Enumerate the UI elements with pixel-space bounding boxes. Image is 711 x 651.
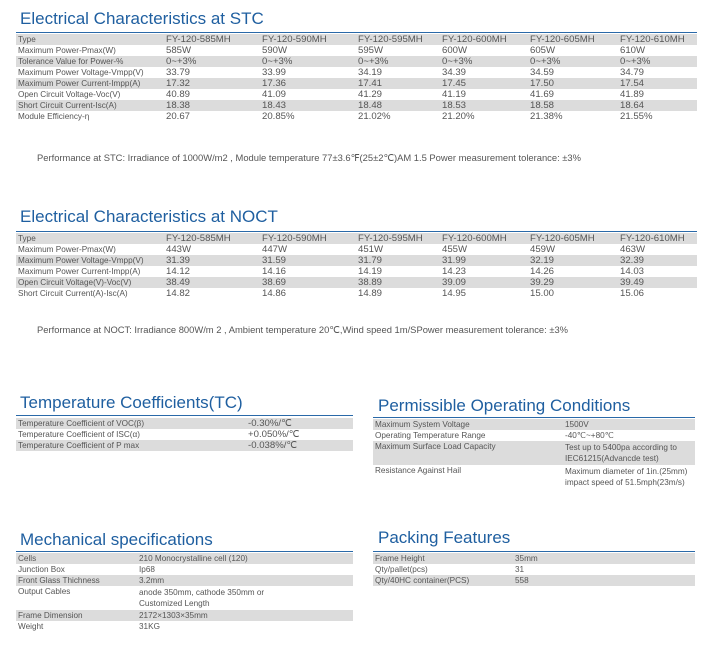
noct-header-row	[16, 233, 697, 244]
table-row	[16, 440, 353, 451]
cell-value: 14.89	[358, 288, 383, 299]
cell-value: 41.19	[442, 89, 467, 100]
cell-value: 18.43	[260, 100, 356, 111]
cell-value: anode 350mm, cathode 350mm or Customized Length	[139, 588, 265, 608]
stc-header-model: FY-120-610MH	[618, 34, 697, 45]
table-row	[16, 553, 353, 564]
stc-note: Performance at STC: Irradiance of 1000W/m2 , Module temperature 77±3.6℉(25±2℃)AM 1.5 Power measurement tolerance: ±3%	[37, 152, 581, 163]
cell-value: 33.99	[262, 67, 287, 78]
cell-value: 35mm	[513, 553, 695, 564]
oper-rule	[373, 417, 695, 418]
cell-value: Ip68	[139, 565, 155, 574]
cell-value: 17.36	[260, 78, 356, 89]
cell-value: 21.20%	[442, 111, 475, 122]
cell-value: 41.09	[262, 89, 287, 100]
cell-value: 18.48	[356, 100, 440, 111]
table-row	[373, 465, 695, 489]
cell-value: 18.58	[528, 100, 618, 111]
table-row	[16, 255, 697, 266]
cell-value: 14.12	[166, 266, 191, 277]
cell-value: 605W	[530, 45, 556, 56]
cell-value: 0~+3%	[440, 56, 528, 67]
table-row	[373, 441, 695, 465]
mech-table	[16, 553, 353, 632]
noct-header-model: FY-120-590MH	[260, 233, 356, 244]
stc-header-model: FY-120-585MH	[164, 34, 260, 45]
cell-value: 447W	[262, 244, 288, 255]
row-label: Short Circuit Current-Isc(A)	[16, 100, 164, 111]
cell-value: 451W	[358, 244, 384, 255]
oper-title: Permissible Operating Conditions	[378, 396, 631, 415]
table-row	[373, 575, 695, 586]
temp-rule	[16, 415, 353, 416]
cell-value: 2172×1303×35mm	[137, 610, 353, 621]
table-row	[16, 429, 353, 440]
row-label: Open Circuit Voltage(V)-Voc(V)	[16, 277, 164, 288]
cell-value: 20.67	[166, 111, 191, 122]
stc-title: Electrical Characteristics at STC	[20, 9, 264, 28]
cell-value: -40℃~+80℃	[565, 431, 614, 440]
cell-value: 0~+3%	[528, 56, 618, 67]
row-label: Temperature Coefficient of P max	[16, 440, 246, 451]
cell-value: +0.050%/℃	[248, 429, 300, 440]
cell-value: Maximum diameter of 1in.(25mm) impact speed of 51.5mph(23m/s)	[565, 467, 688, 487]
cell-value: 0~+3%	[260, 56, 356, 67]
cell-value: 17.54	[618, 78, 697, 89]
noct-table	[16, 233, 697, 299]
stc-header-row	[16, 34, 697, 45]
table-row	[16, 45, 697, 56]
table-row	[16, 67, 697, 78]
cell-value: 558	[513, 575, 695, 586]
row-label: Frame Dimension	[16, 610, 137, 621]
row-label: Maximum Power Voltage-Vmpp(V)	[16, 255, 164, 266]
cell-value: 39.49	[618, 277, 697, 288]
cell-value: 15.06	[620, 288, 645, 299]
pack-rule	[373, 551, 695, 552]
cell-value: 34.39	[442, 67, 467, 78]
cell-value: -0.038%/℃	[246, 440, 353, 451]
cell-value: 17.45	[440, 78, 528, 89]
cell-value: 590W	[262, 45, 288, 56]
cell-value: 1500V	[563, 419, 695, 430]
cell-value: 17.50	[528, 78, 618, 89]
row-label: Temperature Coefficient of ISC(α)	[18, 430, 140, 439]
cell-value: 14.19	[358, 266, 383, 277]
cell-value: 0~+3%	[356, 56, 440, 67]
cell-value: 34.79	[620, 67, 645, 78]
noct-note: Performance at NOCT: Irradiance 800W/m 2 , Ambient temperature 20℃,Wind speed 1m/SPower measurement tolerance: ±3%	[37, 324, 569, 335]
cell-value: 32.19	[528, 255, 618, 266]
cell-value: 210 Monocrystalline cell (120)	[137, 553, 353, 564]
row-label: Maximum System Voltage	[373, 419, 563, 430]
cell-value: 14.82	[166, 288, 191, 299]
cell-value: 3.2mm	[137, 575, 353, 586]
cell-value: 14.26	[530, 266, 555, 277]
cell-value: 38.89	[356, 277, 440, 288]
stc-header-type: Type	[16, 34, 164, 45]
cell-value: 610W	[620, 45, 646, 56]
cell-value: 39.29	[528, 277, 618, 288]
table-row	[16, 78, 697, 89]
table-row	[373, 430, 695, 441]
table-row	[16, 621, 353, 632]
cell-value: 14.23	[442, 266, 467, 277]
table-row	[16, 277, 697, 288]
cell-value: 14.95	[442, 288, 467, 299]
stc-header-model: FY-120-595MH	[356, 34, 440, 45]
cell-value: 40.89	[166, 89, 191, 100]
row-label: Maximum Power-Pmax(W)	[18, 46, 116, 55]
noct-rule	[16, 231, 697, 232]
cell-value: 38.49	[164, 277, 260, 288]
row-label: Resistance Against Hail	[375, 466, 462, 475]
noct-title: Electrical Characteristics at NOCT	[20, 207, 278, 226]
noct-header-model: FY-120-605MH	[528, 233, 618, 244]
table-row	[16, 100, 697, 111]
row-label: Output Cables	[18, 587, 71, 596]
table-row	[373, 419, 695, 430]
table-row	[16, 89, 697, 100]
row-label: Weight	[18, 622, 44, 631]
table-row	[16, 586, 353, 610]
cell-value: 0~+3%	[164, 56, 260, 67]
row-label: Module Efficiency-η	[18, 112, 90, 121]
cell-value: 17.41	[356, 78, 440, 89]
cell-value: 21.55%	[620, 111, 653, 122]
row-label: Junction Box	[18, 565, 65, 574]
pack-title: Packing Features	[378, 528, 511, 547]
cell-value: 585W	[166, 45, 192, 56]
cell-value: 459W	[530, 244, 556, 255]
table-row	[16, 111, 697, 122]
noct-header-type: Type	[16, 233, 164, 244]
table-row	[16, 575, 353, 586]
cell-value: 17.32	[164, 78, 260, 89]
cell-value: 31.99	[440, 255, 528, 266]
row-label: Qty/pallet(pcs)	[375, 565, 428, 574]
cell-value: 34.59	[530, 67, 555, 78]
stc-rule	[16, 32, 697, 33]
table-row	[16, 56, 697, 67]
row-label: Qty/40HC container(PCS)	[373, 575, 513, 586]
row-label: Front Glass Thichness	[16, 575, 137, 586]
cell-value: 463W	[620, 244, 646, 255]
cell-value: 31KG	[139, 622, 160, 631]
cell-value: 33.79	[166, 67, 191, 78]
cell-value: 31.59	[260, 255, 356, 266]
stc-table	[16, 34, 697, 122]
cell-value: 18.64	[618, 100, 697, 111]
row-label: Cells	[16, 553, 137, 564]
table-row	[373, 553, 695, 564]
noct-header-model: FY-120-600MH	[440, 233, 528, 244]
oper-table	[373, 419, 695, 489]
row-label: Maximum Power Current-Impp(A)	[16, 78, 164, 89]
cell-value: 20.85%	[262, 111, 295, 122]
row-label: Maximum Power-Pmax(W)	[18, 245, 116, 254]
cell-value: Test up to 5400pa according to IEC61215(Advancde test)	[563, 441, 695, 465]
row-label: Maximum Power Voltage-Vmpp(V)	[18, 68, 144, 77]
cell-value: 38.69	[260, 277, 356, 288]
cell-value: 41.29	[358, 89, 383, 100]
cell-value: 31.39	[164, 255, 260, 266]
stc-header-model: FY-120-600MH	[440, 34, 528, 45]
cell-value: -0.30%/℃	[246, 418, 353, 429]
cell-value: 600W	[442, 45, 468, 56]
stc-header-model: FY-120-605MH	[528, 34, 618, 45]
cell-value: 34.19	[358, 67, 383, 78]
row-label: Short Circuit Current(A)-Isc(A)	[18, 289, 128, 298]
cell-value: 455W	[442, 244, 468, 255]
table-row	[16, 288, 697, 299]
cell-value: 443W	[166, 244, 192, 255]
cell-value: 41.69	[530, 89, 555, 100]
table-row	[16, 244, 697, 255]
stc-header-model: FY-120-590MH	[260, 34, 356, 45]
mech-title: Mechanical specifications	[20, 530, 213, 549]
temp-table	[16, 418, 353, 451]
cell-value: 31	[515, 565, 525, 574]
table-row	[16, 610, 353, 621]
cell-value: 21.38%	[530, 111, 563, 122]
temp-title: Temperature Coefficients(TC)	[20, 393, 243, 412]
cell-value: 15.00	[530, 288, 555, 299]
cell-value: 31.79	[356, 255, 440, 266]
cell-value: 14.86	[262, 288, 287, 299]
table-row	[373, 564, 695, 575]
row-label: Maximum Surface Load Capacity	[373, 441, 563, 465]
cell-value: 39.09	[440, 277, 528, 288]
row-label: Tolerance Value for Power-%	[16, 56, 164, 67]
table-row	[16, 266, 697, 277]
row-label: Operating Temperature Range	[375, 431, 486, 440]
cell-value: 41.89	[620, 89, 645, 100]
cell-value: 21.02%	[358, 111, 391, 122]
table-row	[16, 564, 353, 575]
cell-value: 14.03	[620, 266, 645, 277]
table-row	[16, 418, 353, 429]
row-label: Open Circuit Voltage-Voc(V)	[18, 90, 121, 99]
noct-header-model: FY-120-585MH	[164, 233, 260, 244]
cell-value: 14.16	[262, 266, 287, 277]
row-label: Frame Height	[373, 553, 513, 564]
pack-table	[373, 553, 695, 586]
cell-value: 18.53	[440, 100, 528, 111]
row-label: Temperature Coefficient of VOC(β)	[16, 418, 246, 429]
noct-header-model: FY-120-610MH	[618, 233, 697, 244]
cell-value: 0~+3%	[618, 56, 697, 67]
mech-rule	[16, 551, 353, 552]
cell-value: 595W	[358, 45, 384, 56]
cell-value: 18.38	[164, 100, 260, 111]
row-label: Maximum Power Current-Impp(A)	[18, 267, 141, 276]
noct-header-model: FY-120-595MH	[356, 233, 440, 244]
cell-value: 32.39	[618, 255, 697, 266]
